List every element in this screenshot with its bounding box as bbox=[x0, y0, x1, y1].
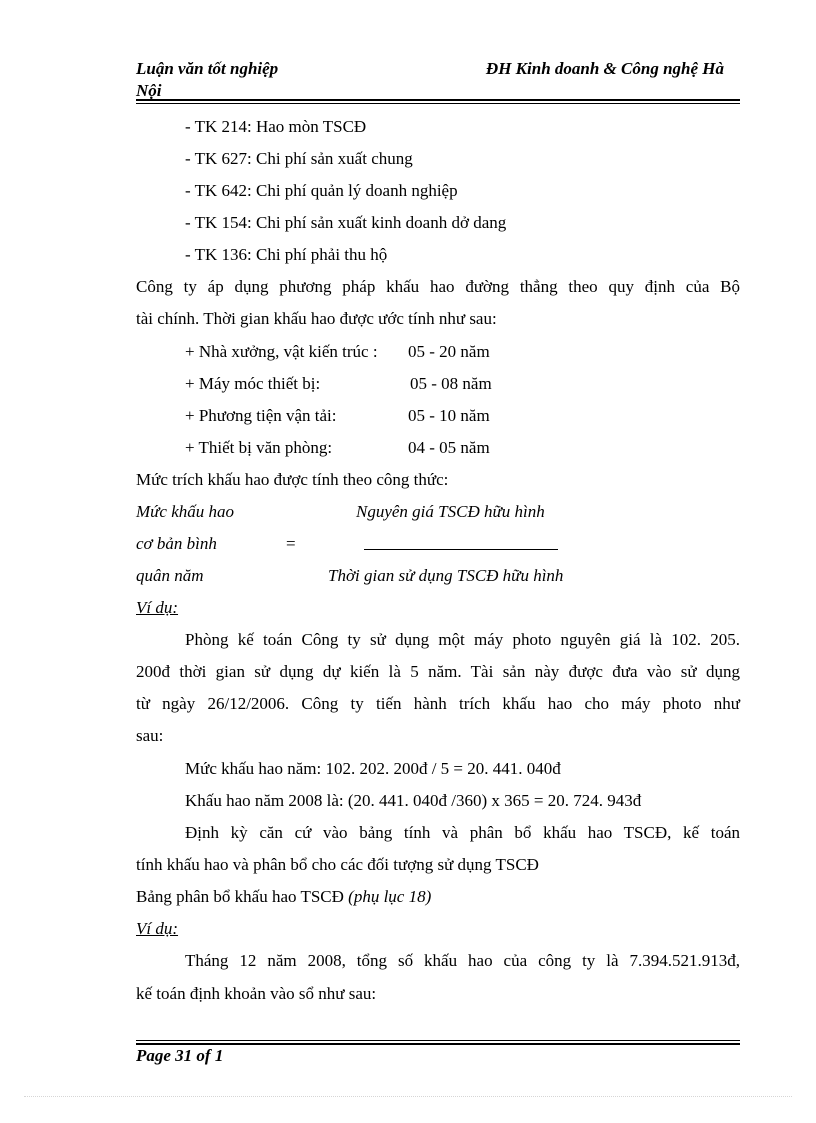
example1-line3: từ ngày 26/12/2006. Công ty tiến hành trích khấu hao cho máy photo như bbox=[136, 694, 740, 713]
formula-left-line2: cơ bản bình bbox=[136, 534, 217, 553]
account-item: - TK 136: Chi phí phải thu hộ bbox=[185, 245, 388, 264]
header-left-line1: Luận văn tốt nghiệp bbox=[136, 59, 279, 78]
formula-numerator: Nguyên giá TSCĐ hữu hình bbox=[356, 502, 545, 521]
example1-line2: 200đ thời gian sử dụng dự kiến là 5 năm. Tài sản này được đưa vào sử dụng bbox=[136, 662, 740, 681]
formula-intro: Mức trích khấu hao được tính theo công thức: bbox=[136, 470, 449, 489]
allocation-line1: Định kỳ căn cứ vào bảng tính và phân bổ khấu hao TSCĐ, kế toán bbox=[185, 823, 740, 842]
header-thesis-title bbox=[136, 58, 366, 102]
example2-line2: kế toán định khoản vào sổ như sau: bbox=[136, 984, 377, 1003]
period-value: 05 - 10 năm bbox=[408, 406, 490, 425]
example1-calc2: Khấu hao năm 2008 là: (20. 441. 040đ /360) x 365 = 20. 724. 943đ bbox=[185, 791, 642, 810]
formula-denominator: Thời gian sử dụng TSCĐ hữu hình bbox=[328, 566, 564, 585]
formula-left-line3: quân năm bbox=[136, 566, 204, 585]
fraction-bar bbox=[364, 549, 558, 550]
example2-line1: Tháng 12 năm 2008, tổng số khấu hao của công ty là 7.394.521.913đ, bbox=[185, 951, 740, 970]
example1-line4: sau: bbox=[136, 726, 164, 745]
period-label: + Nhà xưởng, vật kiến trúc : bbox=[185, 342, 378, 361]
account-item: - TK 642: Chi phí quản lý doanh nghiệp bbox=[185, 181, 458, 200]
account-item: - TK 214: Hao mòn TSCĐ bbox=[185, 117, 367, 136]
page-bottom-border bbox=[24, 1096, 792, 1097]
account-item: - TK 627: Chi phí sản xuất chung bbox=[185, 149, 413, 168]
period-label: + Thiết bị văn phòng: bbox=[185, 438, 333, 457]
allocation-line2: tính khấu hao và phân bổ cho các đối tượng sử dụng TSCĐ bbox=[136, 855, 539, 874]
period-value: 04 - 05 năm bbox=[408, 438, 490, 457]
formula-equals: = bbox=[286, 534, 296, 553]
header-rule-thick bbox=[136, 99, 740, 101]
page-header bbox=[136, 58, 740, 98]
period-label: + Máy móc thiết bị: bbox=[185, 374, 321, 393]
footer-rule-thick bbox=[136, 1043, 740, 1045]
appendix-ref: (phụ lục 18) bbox=[348, 887, 432, 906]
method-intro-line1: Công ty áp dụng phương pháp khấu hao đường thẳng theo quy định của Bộ bbox=[136, 277, 740, 296]
example1-heading: Ví dụ: bbox=[136, 598, 179, 617]
page-number: Page 31 of 1 bbox=[136, 1046, 224, 1065]
example2-heading: Ví dụ: bbox=[136, 919, 179, 938]
header-university: ĐH Kinh doanh & Công nghệ Hà bbox=[485, 59, 724, 78]
formula-left-line1: Mức khấu hao bbox=[136, 502, 235, 521]
footer-rule-thin bbox=[136, 1040, 740, 1041]
header-left-line2: Nội bbox=[136, 81, 162, 100]
table-ref-text: Bảng phân bổ khấu hao TSCĐ bbox=[136, 887, 344, 906]
method-intro-line2: tài chính. Thời gian khấu hao được ước tính như sau: bbox=[136, 309, 497, 328]
period-label: + Phương tiện vận tải: bbox=[185, 406, 337, 425]
account-item: - TK 154: Chi phí sản xuất kinh doanh dở dang bbox=[185, 213, 507, 232]
period-value: 05 - 20 năm bbox=[408, 342, 490, 361]
example1-line1: Phòng kế toán Công ty sử dụng một máy photo nguyên giá là 102. 205. bbox=[185, 630, 740, 649]
example1-calc1: Mức khấu hao năm: 102. 202. 200đ / 5 = 20. 441. 040đ bbox=[185, 759, 561, 778]
allocation-table-ref bbox=[136, 886, 431, 908]
header-rule-thin bbox=[136, 103, 740, 104]
period-value: 05 - 08 năm bbox=[410, 374, 492, 393]
